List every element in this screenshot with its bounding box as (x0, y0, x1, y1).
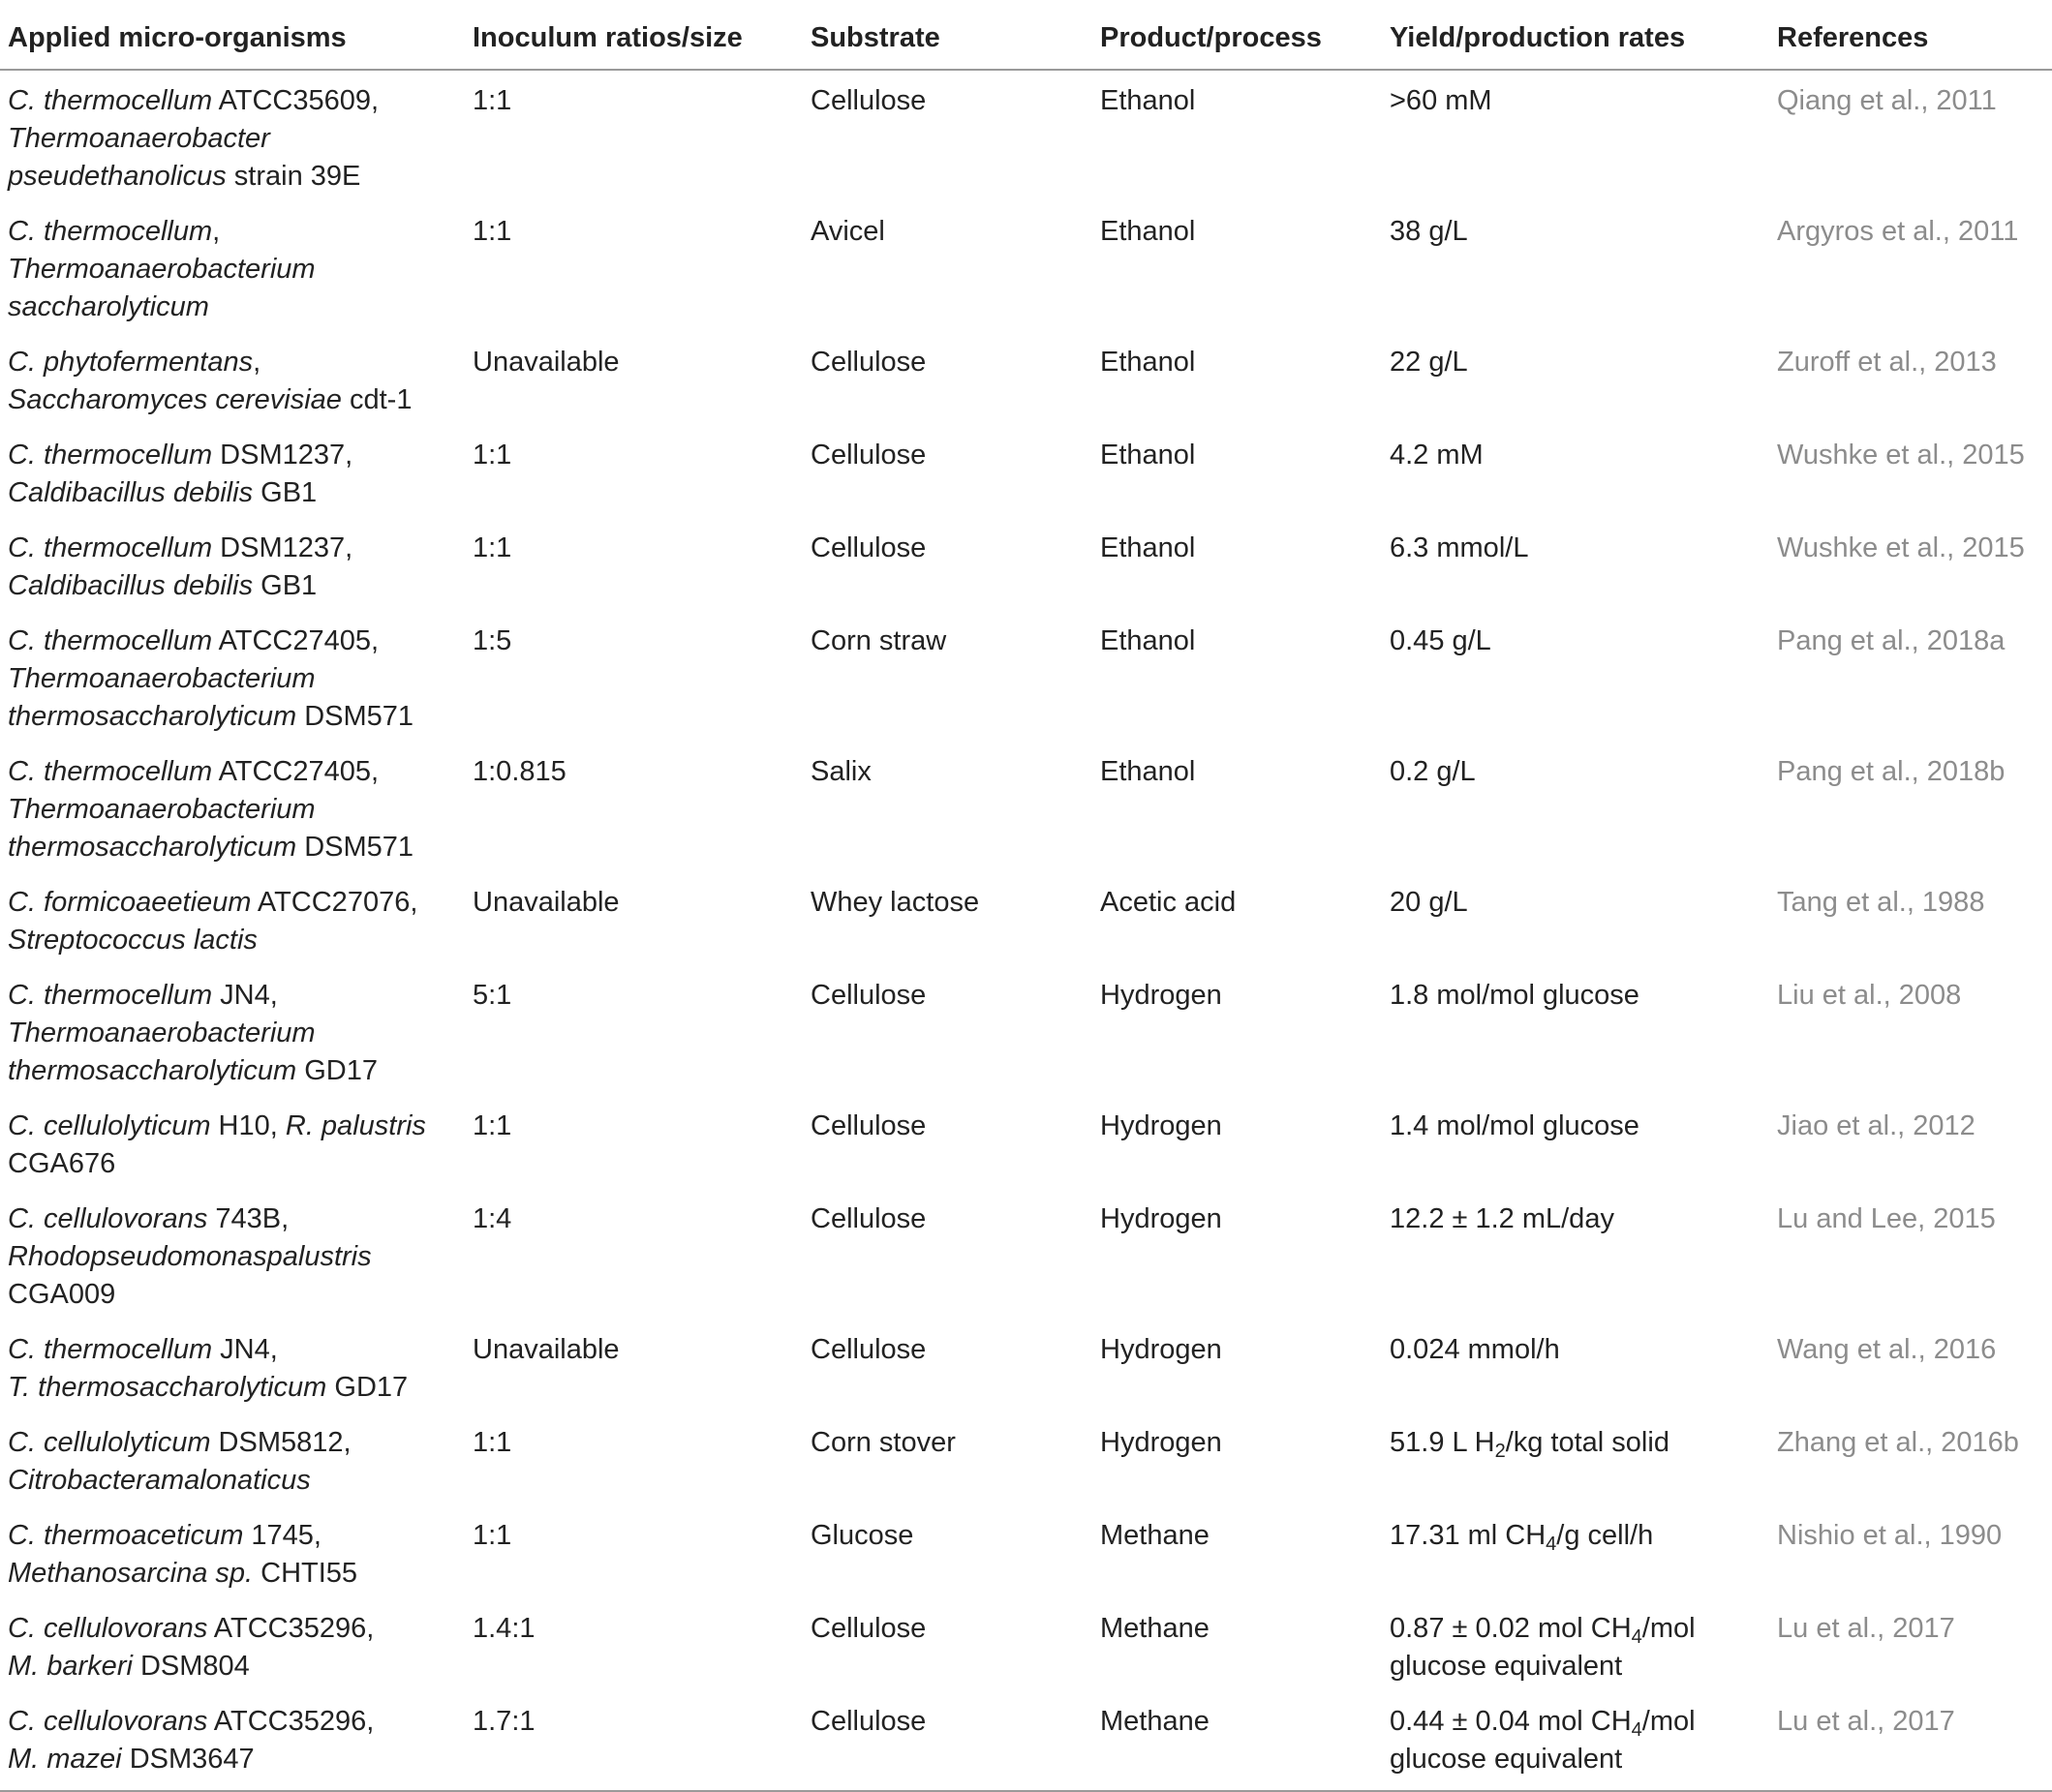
italic-text: C. formicoaeetieum (8, 887, 252, 918)
text-segment: >60 mM (1390, 85, 1492, 116)
cell-reference-link[interactable]: Zuroff et al., 2013 (1777, 347, 1997, 378)
cell-reference-link[interactable]: Jiao et al., 2012 (1777, 1110, 1975, 1141)
table-row (0, 614, 2052, 744)
cell-yield (1382, 1192, 1769, 1322)
cell-organisms (0, 968, 465, 1099)
italic-text: Thermoanaerobacterium (8, 1017, 316, 1048)
table-row (0, 1508, 2052, 1601)
italic-text: M. mazei (8, 1744, 122, 1775)
cell-reference-link[interactable]: Wang et al., 2016 (1777, 1334, 1997, 1365)
cell-inoculum: 1:4 (473, 1203, 512, 1234)
text-segment: 0.2 g/L (1390, 756, 1476, 787)
cell-reference-link[interactable]: Zhang et al., 2016b (1777, 1427, 2019, 1458)
cell-organisms (0, 744, 465, 875)
organism-line (8, 698, 455, 736)
italic-text: Rhodopseudomonaspalustris (8, 1241, 372, 1272)
cell-organisms (0, 875, 465, 968)
cell-yield (1382, 521, 1769, 614)
cell-substrate: Cellulose (811, 532, 927, 563)
cell-substrate: Cellulose (811, 1613, 927, 1644)
text-segment: glucose equivalent (1390, 1651, 1623, 1682)
table-row (0, 1192, 2052, 1322)
italic-text: saccharolyticum (8, 291, 209, 322)
cell-substrate: Salix (811, 756, 872, 787)
header-yield: Yield/production rates (1382, 14, 1769, 70)
italic-text: Thermoanaerobacterium (8, 663, 316, 694)
cell-reference-link[interactable]: Pang et al., 2018b (1777, 756, 2006, 787)
italic-text: R. palustris (285, 1110, 426, 1141)
cell-organisms (0, 1099, 465, 1192)
text-segment: DSM1237, (212, 440, 353, 471)
organism-line (8, 1648, 455, 1686)
header-inoculum: Inoculum ratios/size (465, 14, 803, 70)
cell-organisms (0, 1322, 465, 1415)
cell-organisms (0, 1601, 465, 1694)
cell-yield (1382, 875, 1769, 968)
yield-line (1390, 530, 1760, 567)
cell-yield (1382, 204, 1769, 335)
italic-text: C. cellulovorans (8, 1706, 208, 1737)
text-segment: cdt-1 (341, 384, 413, 415)
text-segment: glucose equivalent (1390, 1744, 1623, 1775)
cell-reference-link[interactable]: Wushke et al., 2015 (1777, 440, 2025, 471)
text-segment: CHTI55 (253, 1558, 358, 1589)
cell-substrate: Cellulose (803, 1694, 1092, 1791)
table-row (0, 204, 2052, 335)
text-segment: 1.8 mol/mol glucose (1390, 980, 1639, 1011)
yield-line (1390, 213, 1760, 251)
cell-yield (1382, 428, 1769, 521)
cell-product: Methane (1100, 1520, 1210, 1551)
cell-product: Hydrogen (1100, 980, 1222, 1011)
header-product: Product/process (1092, 14, 1382, 70)
text-segment: ATCC27405, (212, 625, 380, 656)
table-row (0, 428, 2052, 521)
cell-substrate: Cellulose (811, 1203, 927, 1234)
organism-line (8, 1052, 455, 1090)
yield-line (1390, 1331, 1760, 1369)
cell-product: Ethanol (1100, 532, 1196, 563)
text-segment: , (212, 216, 221, 247)
text-segment: 0.45 g/L (1390, 625, 1491, 656)
cell-organisms (0, 1415, 465, 1508)
cell-inoculum: 1:1 (473, 1427, 512, 1458)
cell-yield (1382, 614, 1769, 744)
italic-text: C. thermocellum (8, 440, 213, 471)
cell-product: Ethanol (1100, 440, 1196, 471)
italic-text: Saccharomyces cerevisiae (8, 384, 342, 415)
organism-line (8, 1238, 455, 1276)
italic-text: C. cellulolyticum (8, 1110, 211, 1141)
subscript: 4 (1631, 1719, 1642, 1741)
text-segment: 38 g/L (1390, 216, 1468, 247)
yield-line (1390, 977, 1760, 1015)
italic-text: M. barkeri (8, 1651, 133, 1682)
organism-line (8, 1610, 455, 1648)
yield-line (1390, 1703, 1760, 1741)
organism-line (8, 1276, 455, 1314)
coculture-table (0, 14, 2052, 1792)
organism-line (8, 1145, 455, 1183)
organism-line (8, 567, 455, 605)
cell-yield (1382, 968, 1769, 1099)
organism-line (8, 829, 455, 866)
text-segment: 0.024 mmol/h (1390, 1334, 1560, 1365)
cell-product: Ethanol (1100, 756, 1196, 787)
table-row (0, 875, 2052, 968)
text-segment: 51.9 L H (1390, 1427, 1495, 1458)
italic-text: Thermoanaerobacter (8, 123, 270, 154)
italic-text: Thermoanaerobacterium (8, 254, 316, 285)
text-segment: JN4, (212, 980, 278, 1011)
cell-product: Ethanol (1100, 216, 1196, 247)
italic-text: thermosaccharolyticum (8, 1055, 297, 1086)
cell-reference-link[interactable]: Lu and Lee, 2015 (1777, 1203, 1996, 1234)
text-segment: 20 g/L (1390, 887, 1468, 918)
cell-organisms (0, 1694, 465, 1791)
text-segment: CGA676 (8, 1148, 116, 1179)
italic-text: thermosaccharolyticum (8, 832, 297, 863)
italic-text: thermosaccharolyticum (8, 701, 297, 732)
text-segment: JN4, (212, 1334, 278, 1365)
cell-yield (1382, 1601, 1769, 1694)
organism-line (8, 251, 455, 289)
cell-organisms (0, 428, 465, 521)
cell-inoculum: 1:1 (473, 85, 512, 116)
cell-organisms (0, 521, 465, 614)
organism-line (8, 82, 455, 120)
yield-line (1390, 1517, 1760, 1555)
table-header (0, 14, 2052, 70)
italic-text: C. thermocellum (8, 216, 213, 247)
organism-line (8, 977, 455, 1015)
text-segment: /g cell/h (1556, 1520, 1654, 1551)
cell-reference-link[interactable]: Lu et al., 2017 (1769, 1694, 2052, 1791)
text-segment: GB1 (253, 477, 318, 508)
text-segment: strain 39E (226, 161, 361, 192)
text-segment: 0.44 ± 0.04 mol CH (1390, 1706, 1632, 1737)
cell-substrate: Cellulose (811, 980, 927, 1011)
italic-text: Citrobacteramalonaticus (8, 1465, 311, 1496)
organism-line (8, 289, 455, 326)
italic-text: Methanosarcina sp. (8, 1558, 254, 1589)
yield-line (1390, 437, 1760, 474)
cell-yield (1382, 1099, 1769, 1192)
table-row (0, 1601, 2052, 1694)
cell-substrate: Cellulose (811, 1334, 927, 1365)
cell-yield (1382, 70, 1769, 204)
text-segment: ATCC35296, (207, 1613, 375, 1644)
text-segment: /mol (1641, 1706, 1696, 1737)
cell-reference-link[interactable]: Tang et al., 1988 (1777, 887, 1985, 918)
cell-reference-link[interactable]: Pang et al., 2018a (1777, 625, 2006, 656)
table-row (0, 70, 2052, 204)
header-organisms: Applied micro-organisms (0, 14, 465, 70)
organism-line (8, 474, 455, 512)
text-segment: GD17 (326, 1372, 409, 1403)
text-segment: ATCC35609, (212, 85, 380, 116)
cell-organisms (0, 204, 465, 335)
organism-line (8, 1331, 455, 1369)
text-segment: DSM571 (296, 701, 414, 732)
organism-line (8, 1015, 455, 1052)
cell-product: Hydrogen (1100, 1427, 1222, 1458)
cell-inoculum: 1.4:1 (473, 1613, 536, 1644)
cell-inoculum: 5:1 (473, 980, 512, 1011)
cell-substrate: Cellulose (811, 440, 927, 471)
yield-line (1390, 1108, 1760, 1145)
italic-text: C. thermocellum (8, 756, 213, 787)
organism-line (8, 922, 455, 959)
italic-text: Streptococcus lactis (8, 925, 258, 956)
cell-product: Ethanol (1100, 347, 1196, 378)
cell-organisms (0, 70, 465, 204)
cell-organisms (0, 335, 465, 428)
cell-organisms (0, 1508, 465, 1601)
cell-product: Methane (1092, 1694, 1382, 1791)
yield-line (1390, 344, 1760, 381)
organism-line (8, 437, 455, 474)
organism-line (8, 1108, 455, 1145)
text-segment: 17.31 ml CH (1390, 1520, 1547, 1551)
cell-inoculum: Unavailable (473, 347, 620, 378)
cell-inoculum: Unavailable (473, 1334, 620, 1365)
text-segment: DSM5812, (210, 1427, 352, 1458)
text-segment: , (253, 347, 261, 378)
subscript: 4 (1631, 1626, 1642, 1648)
cell-inoculum: 1:1 (473, 440, 512, 471)
cell-yield (1382, 1508, 1769, 1601)
italic-text: T. thermosaccharolyticum (8, 1372, 327, 1403)
table-row (0, 1415, 2052, 1508)
italic-text: C. thermocellum (8, 980, 213, 1011)
yield-line (1390, 1610, 1760, 1648)
organism-line (8, 158, 455, 196)
yield-line (1390, 1648, 1760, 1686)
organism-line (8, 1462, 455, 1500)
cell-substrate: Whey lactose (811, 887, 980, 918)
italic-text: C. cellulovorans (8, 1203, 208, 1234)
yield-line (1390, 1200, 1760, 1238)
header-row (0, 14, 2052, 70)
organism-line (8, 1741, 455, 1778)
cell-reference-link[interactable]: Argyros et al., 2011 (1777, 216, 2019, 247)
italic-text: C. thermocellum (8, 1334, 213, 1365)
organism-line (8, 1703, 455, 1741)
table-body (0, 70, 2052, 1791)
organism-line (8, 1424, 455, 1462)
yield-line (1390, 753, 1760, 791)
cell-inoculum: 1:5 (473, 625, 512, 656)
organism-line (8, 1517, 455, 1555)
cell-reference-link[interactable]: Qiang et al., 2011 (1777, 85, 1997, 116)
cell-yield (1382, 335, 1769, 428)
header-substrate: Substrate (803, 14, 1092, 70)
cell-product: Methane (1100, 1613, 1210, 1644)
cell-inoculum: 1:0.815 (473, 756, 567, 787)
table-row (0, 1694, 2052, 1791)
organism-line (8, 120, 455, 158)
organism-line (8, 1200, 455, 1238)
cell-yield (1382, 1415, 1769, 1508)
organism-line (8, 884, 455, 922)
text-segment: 743B, (207, 1203, 290, 1234)
text-segment: GB1 (253, 570, 318, 601)
text-segment: 22 g/L (1390, 347, 1468, 378)
cell-substrate: Cellulose (811, 347, 927, 378)
italic-text: C. thermocellum (8, 625, 213, 656)
cell-yield (1382, 744, 1769, 875)
text-segment: 6.3 mmol/L (1390, 532, 1529, 563)
italic-text: Caldibacillus debilis (8, 570, 254, 601)
text-segment: /kg total solid (1505, 1427, 1669, 1458)
cell-inoculum: 1:1 (473, 216, 512, 247)
table-row (0, 1322, 2052, 1415)
text-segment: H10, (210, 1110, 286, 1141)
italic-text: C. thermoaceticum (8, 1520, 244, 1551)
text-segment: ATCC27405, (212, 756, 380, 787)
text-segment: CGA009 (8, 1279, 116, 1310)
cell-inoculum: 1:1 (473, 1520, 512, 1551)
cell-yield (1382, 1322, 1769, 1415)
cell-inoculum: 1:1 (473, 532, 512, 563)
text-segment: 4.2 mM (1390, 440, 1484, 471)
organism-line (8, 1369, 455, 1407)
organism-line (8, 1555, 455, 1593)
cell-reference-link[interactable]: Lu et al., 2017 (1777, 1613, 1955, 1644)
yield-line (1390, 82, 1760, 120)
text-segment: ATCC35296, (207, 1706, 375, 1737)
organism-line (8, 753, 455, 791)
cell-organisms (0, 1192, 465, 1322)
table-row (0, 1099, 2052, 1192)
header-references: References (1769, 14, 2052, 70)
table-row (0, 335, 2052, 428)
text-segment: 0.87 ± 0.02 mol CH (1390, 1613, 1632, 1644)
cell-reference-link[interactable]: Nishio et al., 1990 (1777, 1520, 2003, 1551)
italic-text: pseudethanolicus (8, 161, 227, 192)
text-segment: DSM1237, (212, 532, 353, 563)
text-segment: DSM804 (132, 1651, 250, 1682)
italic-text: Caldibacillus debilis (8, 477, 254, 508)
cell-product: Hydrogen (1100, 1203, 1222, 1234)
organism-line (8, 791, 455, 829)
text-segment: GD17 (296, 1055, 378, 1086)
text-segment: /mol (1641, 1613, 1696, 1644)
organism-line (8, 213, 455, 251)
italic-text: C. thermocellum (8, 532, 213, 563)
subscript: 4 (1546, 1534, 1557, 1555)
table-row (0, 744, 2052, 875)
cell-substrate: Corn stover (811, 1427, 956, 1458)
cell-substrate: Avicel (811, 216, 885, 247)
yield-line (1390, 884, 1760, 922)
cell-inoculum: Unavailable (473, 887, 620, 918)
organism-line (8, 623, 455, 660)
text-segment: DSM3647 (121, 1744, 255, 1775)
cell-substrate: Cellulose (811, 85, 927, 116)
cell-substrate: Corn straw (811, 625, 947, 656)
organism-line (8, 660, 455, 698)
cell-product: Ethanol (1100, 85, 1196, 116)
text-segment: 1.4 mol/mol glucose (1390, 1110, 1639, 1141)
yield-line (1390, 623, 1760, 660)
cell-reference-link[interactable]: Liu et al., 2008 (1777, 980, 1962, 1011)
text-segment: ATCC27076, (251, 887, 418, 918)
subscript: 2 (1494, 1441, 1506, 1462)
table-row (0, 521, 2052, 614)
italic-text: Thermoanaerobacterium (8, 794, 316, 825)
yield-line (1390, 1424, 1760, 1462)
cell-inoculum: 1.7:1 (465, 1694, 803, 1791)
cell-product: Acetic acid (1100, 887, 1237, 918)
cell-organisms (0, 614, 465, 744)
organism-line (8, 381, 455, 419)
cell-product: Hydrogen (1100, 1110, 1222, 1141)
text-segment: DSM571 (296, 832, 414, 863)
cell-reference-link[interactable]: Wushke et al., 2015 (1777, 532, 2025, 563)
cell-inoculum: 1:1 (473, 1110, 512, 1141)
italic-text: C. phytofermentans (8, 347, 254, 378)
cell-substrate: Cellulose (811, 1110, 927, 1141)
cell-product: Hydrogen (1100, 1334, 1222, 1365)
yield-line (1390, 1741, 1760, 1778)
table-row (0, 968, 2052, 1099)
cell-yield (1382, 1694, 1769, 1791)
organism-line (8, 344, 455, 381)
italic-text: C. cellulolyticum (8, 1427, 211, 1458)
cell-substrate: Glucose (811, 1520, 914, 1551)
italic-text: C. thermocellum (8, 85, 213, 116)
text-segment: 1745, (243, 1520, 322, 1551)
text-segment: 12.2 ± 1.2 mL/day (1390, 1203, 1614, 1234)
italic-text: C. cellulovorans (8, 1613, 208, 1644)
cell-product: Ethanol (1100, 625, 1196, 656)
organism-line (8, 530, 455, 567)
